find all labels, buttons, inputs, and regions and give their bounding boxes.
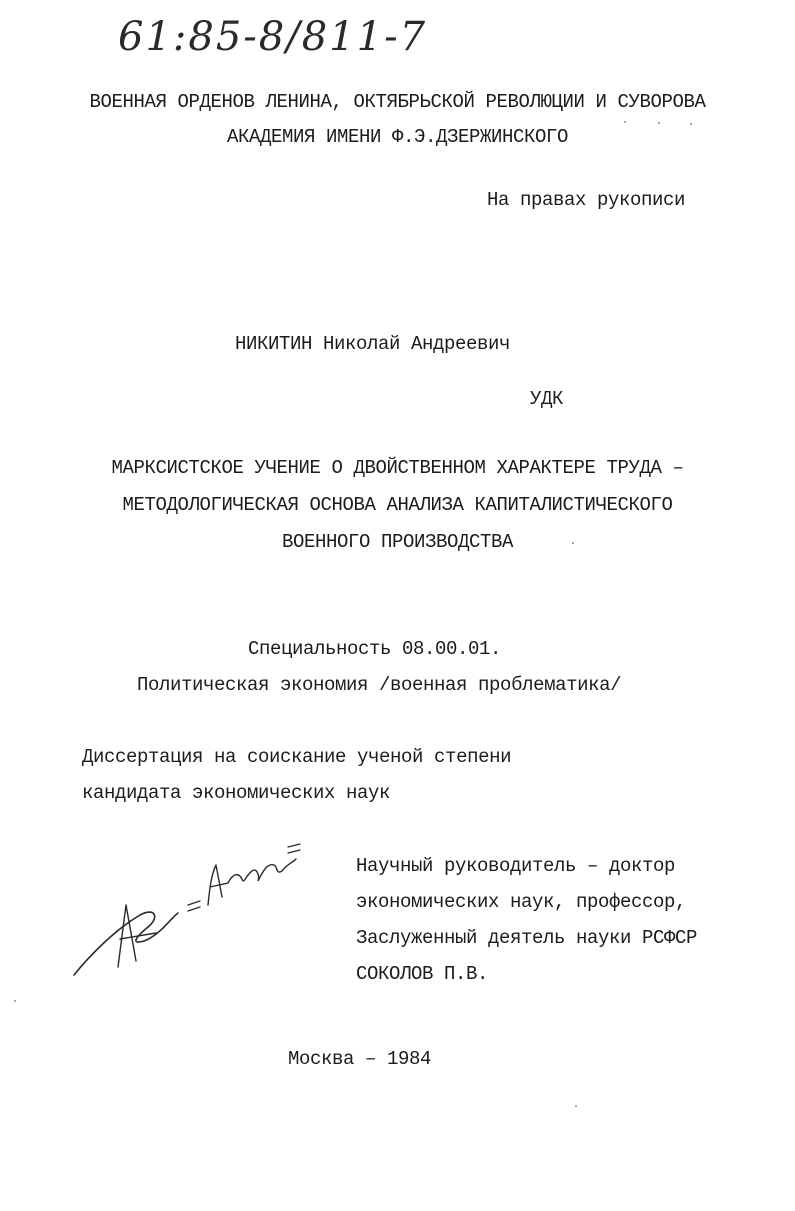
handwritten-signature: [60, 835, 310, 985]
specialty-name: Политическая экономия /военная проблематика/: [137, 674, 622, 696]
archive-code-handwritten: 61:85-8/811-7: [118, 14, 428, 60]
scan-speck: [690, 123, 692, 125]
dissertation-line-1: Диссертация на соискание ученой степени: [82, 746, 512, 768]
place-and-year: Москва – 1984: [288, 1048, 432, 1070]
institution-line-1: ВОЕННАЯ ОРДЕНОВ ЛЕНИНА, ОКТЯБРЬСКОЙ РЕВОЛЮЦИИ И СУВОРОВА: [89, 91, 706, 113]
scan-speck: [624, 121, 626, 123]
manuscript-rights-note: На правах рукописи: [487, 189, 686, 211]
supervisor-line-3: Заслуженный деятель науки РСФСР: [356, 927, 698, 949]
scan-speck: [572, 542, 574, 544]
dissertation-line-2: кандидата экономических наук: [82, 782, 391, 804]
institution-line-2: АКАДЕМИЯ ИМЕНИ Ф.Э.ДЗЕРЖИНСКОГО: [226, 126, 569, 148]
supervisor-line-1: Научный руководитель – доктор: [356, 855, 676, 877]
title-line-3: ВОЕННОГО ПРОИЗВОДСТВА: [281, 531, 514, 553]
udc-label: УДК: [530, 388, 564, 410]
title-line-1: МАРКСИСТСКОЕ УЧЕНИЕ О ДВОЙСТВЕННОМ ХАРАКТЕРЕ ТРУДА –: [111, 457, 684, 479]
scan-speck: [14, 1000, 16, 1002]
scan-speck: [575, 1105, 577, 1107]
specialty-code: Специальность 08.00.01.: [248, 638, 502, 660]
supervisor-name: СОКОЛОВ П.В.: [356, 963, 489, 985]
supervisor-line-2: экономических наук, профессор,: [356, 891, 687, 913]
scan-speck: [658, 122, 660, 124]
author-name: НИКИТИН Николай Андреевич: [235, 333, 511, 355]
title-line-2: МЕТОДОЛОГИЧЕСКАЯ ОСНОВА АНАЛИЗА КАПИТАЛИСТИЧЕСКОГО: [122, 494, 673, 516]
